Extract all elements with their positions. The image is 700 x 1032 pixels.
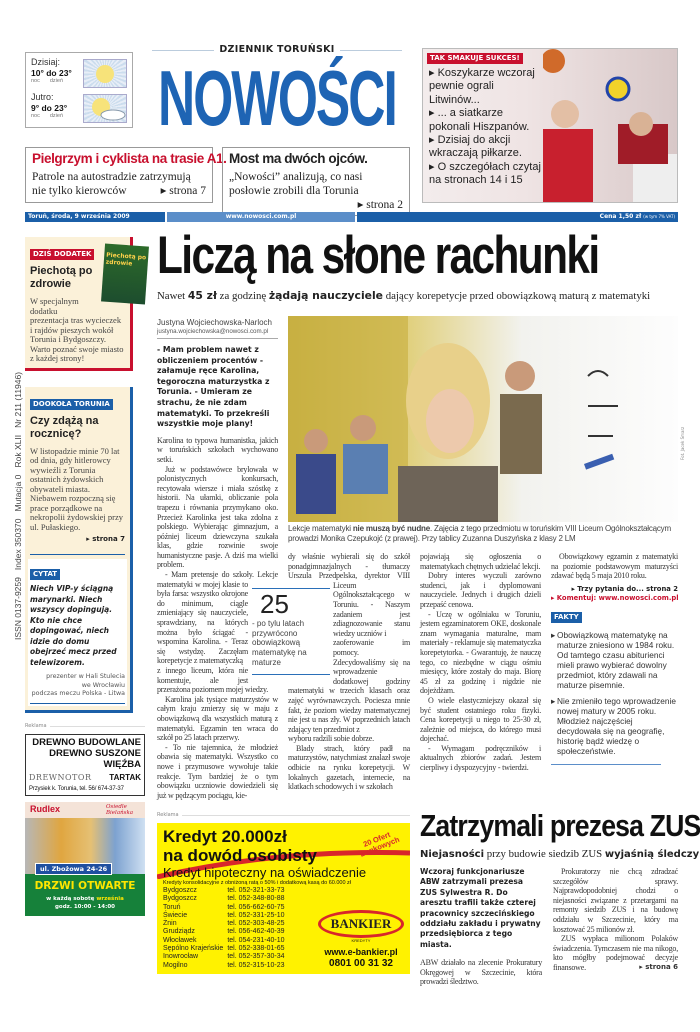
weather-box xyxy=(25,52,133,128)
teaser-pilgrim[interactable]: Pielgrzym i cyklista na trasie A1. Patrole na autostradzie zatrzymują nie tylko kierowców ▸ strona 7 xyxy=(25,147,213,203)
branch-row: Sępólno Krajeńskie tel. 052-338-01-65 xyxy=(163,945,285,953)
around-box[interactable]: DOOKOŁA TORUNIA Czy zdążą na rocznicę? W listopadzie minie 70 lat od dnia, gdy hitlerowcy wywieźli z Torunia ostatnich żydowskich obywateli miasta. Niebawem rozpoczną się prace porządkowe na nekropolii żydowskiej przy ul. Pułaskiego. ▸ strona 7 CYTAT Niech VIP-y ściągną marynarki. Niech wszyscy dopingują. Kto nie chce dopingować, niech idzie do domu obejrzeć mecz przed telewizorem. prezenter w Hali Stulecia we Wrocławiu podczas meczu Polska - Litwa xyxy=(25,387,133,713)
branch-row: Włocławek tel. 054-231-40-10 xyxy=(163,936,285,944)
facts-list: ▸ Obowiązkową matematykę na maturze zniesiono w 1984 roku. Od tamtego czasu abiturienci mieli prawo wybierać dowolny przedmiot, który zdawali na maturze pisemnie. ▸ Nie zmieniło tego wprowadzenie nowej matury w 2005 roku. Młodzież najczęściej decydowała się na geografię, historię bądź wiedzę o społeczeństwie. xyxy=(551,630,678,756)
ad-tartak[interactable]: DREWNO BUDOWLANE DREWNO SUSZONE WIĘŹBA DREWNOTOR TARTAK Przysiek k. Torunia, tel. 56/ 674-37-37 xyxy=(25,734,145,796)
issn-info: ISSN 0137-9259 Index 350370 Mutacja 0 Rok XLII Nr 211 (11946) xyxy=(13,371,23,640)
sport-teaser[interactable]: TAK SMAKUJE SUKCES! ▸ Koszykarze wczoraj pewnie ograli Litwinów... ▸ ... a siatkarze pokonali Hiszpanów. ▸ Dzisiaj do akcji wkraczają piłkarze. ▸ O szczegółach czytaj na stronach 14 i 15 xyxy=(422,48,678,203)
zus-headline[interactable]: Zatrzymali prezesa ZUS xyxy=(420,808,700,843)
branch-row: Inowrocław tel. 052-357-30-34 xyxy=(163,953,285,961)
main-photo xyxy=(288,316,678,522)
weather-today: Dzisiaj: 10° do 23° noc dzień xyxy=(31,57,127,88)
article-col4: Obowiązkowy egzamin z matematyki na poziomie podstawowym maturzyści zdawać będą 5 maja 2010 roku. ▸ Trzy pytania do... strona 2 ▸ Komentuj: www.nowosci.com.pl FAKTY ▸ Obowiązkową matematykę na maturze zniesiono w 1984 roku. Od tamtego czasu abiturienci mieli prawo wybierać dowolny przedmiot, który zdawali na maturze pisemnie. ▸ Nie zmieniło tego wprowadzenie nowej matury w 2005 roku. Młodzież najczęściej decydowała się na geografię, historię bądź wiedzę o społeczeństwie. xyxy=(551,552,678,765)
article-col3: pojawiają się ogłoszenia o matematykach chętnych udzielać lekcji. Dobry interes wyczuli zarówno studenci, jak i dyplomowani nauczyciele. Jednych i drugich dzieli przepaść cenowa. - Uczę w ogólniaku w Toruniu, jestem egzaminatorem OKE, doskonale znam wymagania maturalne, mam materiały - reklamuje się matematyczka korepetytorka. - Gwarantuję, że nauczę tego, co niezbędne w ciągu ośmiu miesięcy, które zostały do maja. Biorę 45 zł za godzinę i nigdzie nie dojeżdżam. O wiele elastyczniejszy okazał się być student ostatniego roku fizyki. Cena korepetycji u niego to 25-30 zł, zależnie od miejsca, do którego musi dojechać. - Wymagam podręczników i aktualnych zbiorów zadań. Jestem cierpliwy i dyspozycyjny - twierdzi. xyxy=(420,552,541,773)
quote-text: Niech VIP-y ściągną marynarki. Niech wszyscy dopingują. Kto nie chce dopingować, niech idzie do domu obejrzeć mecz przed telewizorem. xyxy=(30,584,117,667)
price-bar: Cena 1,50 zł (w tym 7% VAT) xyxy=(357,212,678,222)
weather-tomorrow: Jutro: 9° do 23° noc dzień xyxy=(31,92,127,123)
drewnotor-logo: DREWNOTOR xyxy=(29,772,92,782)
branch-row: Grudziądz tel. 056-462-40-39 xyxy=(163,928,285,936)
url-bar[interactable]: www.nowosci.com.pl xyxy=(167,212,355,222)
quote-source: prezenter w Hali Stulecia we Wrocławiu podczas meczu Polska - Litwa xyxy=(31,673,125,697)
article-col2: dy właśnie wybierali się do szkół ponadgimnazjalnych - tłumaczy Urszula Przedpelska, dyrektor VIII Liceum Ogólnokształcącego w Toruniu. - Naszym zadaniem jest zdiagnozowanie stanu wiedzy uczniów i zaoferowanie im pomocy. Zdecydowaliśmy się na wprowadzenie dodatkowej godziny matematyki w trzecich klasach oraz zajęć wyrównawczych. Pociesza mnie fakt, że poziom wiedzy matematycznej nie jest u nas zły. W poprzednich latach zdający ten przedmiot z wyboru radzili sobie dobrze. Blady strach, który padł na maturzystów, natychmiast znalazł swoje odbicie na rynku korepetycji. W lokalnych gazetach, internecie, na klatkach schodowych i w szkołach xyxy=(288,552,410,792)
pull-quote: 25 - po tylu latach przywrócono obowiązkową matematykę na maturze xyxy=(252,588,330,675)
supplement-box[interactable]: DZIŚ DODATEK Piechotą po zdrowie Piechotą po zdrowie W specjalnym dodatku prezentacja tras wycieczek i rajdów pieszych wokół Torunia i Bydgoszczy. Warto poznać swoje miasto z każdej strony! xyxy=(25,237,133,371)
branch-row: Toruń tel. 056-662-60-75 xyxy=(163,903,285,911)
date-bar: Toruń, środa, 9 września 2009 xyxy=(25,212,165,222)
ad-bankier[interactable]: Kredyt 20.000zł na dowód osobisty 20 Ofert Bankowych Kredyt hipoteczny na oświadczenie Kredyty konsolidacyjne z obniżoną ratą o 50% i dodatkową kasą do 60.000 zł Bydgoszcz tel. 052-321-33-73 Bydgoszcz tel. 052-348-80-88 Toruń tel. 056-662-60-75 Świecie tel. 052-331-25-10 Żnin tel. 052-303-48-25 Grudziądz tel. 056-462-40-39 Włocławek tel. 054-231-40-10 Sępólno Krajeńskie tel. 052-338-01-65 Inowrocław tel. 052-357-30-34 Mogilno tel. 052-315-10-23 BANKIER KREDYTY www.e-bankier.pl 0801 00 31 32 xyxy=(157,823,410,974)
logo[interactable]: NOWOŚCI xyxy=(158,54,396,142)
zus-article xyxy=(420,808,700,987)
zus-subheadline: Niejasności przy budowie siedzib ZUS wyjaśnią śledczy xyxy=(420,848,700,860)
bankier-logo: BANKIER xyxy=(318,910,404,938)
sport-list: ▸ Koszykarze wczoraj pewnie ograli Litwinów... ▸ ... a siatkarze pokonali Hiszpanów. ▸ Dzisiaj do akcji wkraczają piłkarze. ▸ O szczegółach czytaj na stronach 14 i 15 xyxy=(429,67,541,187)
branch-list xyxy=(163,887,289,970)
zus-col1: Wczoraj funkcjonariusze ABW zatrzymali prezesa ZUS Sylwestra R. Do aresztu trafili także czterej pracownicy szczecińskiego oddziału zakładu i prywatny przedsiębiorca z tego miasta. ABW działało na zlecenie Prokuratury Okręgowej w Szczecinie, która prowadzi śledztwo. xyxy=(420,867,542,987)
main-subheadline: Nawet 45 zł za godzinę żądają nauczyciele dający korepetycje przed obowiązkową maturą z matematyki xyxy=(157,289,651,302)
article-lead: - Mam problem nawet z obliczeniem procentów - załamuje ręce Karolina, tegoroczna maturzystka z Torunia. - Umieram ze strachu, że nie zdam matematyki. To przekreśli wszystkie moje plany! xyxy=(157,345,270,429)
zus-col2: Prokuratorzy nie chcą zdradzać szczegółów sprawy. Najprawdopodobniej chodzi o niejasności związane z przetargami na remonty siedzib ZUS i na budowę oddziału w Szczecinie, który ma kosztować 25 milionów zł. ZUS wypłaca milionom Polaków świadczenia. Tymczasem nie ma nikogo, kto mógłby podejmować decyzje finansowe. ▸ strona 6 xyxy=(553,867,678,972)
sun-cloud-icon xyxy=(83,94,127,123)
author-email[interactable]: justyna.wojciechowska@nowosci.com.pl xyxy=(157,328,278,339)
branch-row: Żnin tel. 052-303-48-25 xyxy=(163,920,285,928)
main-headline[interactable]: Liczą na słone rachunki xyxy=(157,226,599,285)
branch-row: Bydgoszcz tel. 052-321-33-73 xyxy=(163,887,285,894)
bottom-center: Reklama Kredyt 20.000zł na dowód osobisty 20 Ofert Bankowych Kredyt hipoteczny na oświadczenie Kredyty konsolidacyjne z obniżoną ratą o 50% i dodatkową kasą do 60.000 zł Bydgoszcz tel. 052-321-33-73 Bydgoszcz tel. 052-348-80-88 Toruń tel. 056-662-60-75 Świecie tel. 052-331-25-10 Żnin tel. 052-303-48-25 Grudziądz tel. 056-462-40-39 Włocławek tel. 054-231-40-10 Sępólno Krajeńskie tel. 052-338-01-65 Inowrocław tel. 052-357-30-34 Mogilno tel. 052-315-10-23 BANKIER KREDYTY www.e-bankier.pl 0801 00 31 32 xyxy=(157,812,410,974)
offers-badge: 20 Ofert Bankowych xyxy=(358,829,401,859)
branch-row: Świecie tel. 052-331-25-10 xyxy=(163,911,285,919)
masthead: DZIENNIK TORUŃSKI xyxy=(152,44,402,56)
zus-page-link[interactable]: ▸ strona 6 xyxy=(639,962,678,971)
byline: Justyna Wojciechowska-Narloch justyna.wojciechowska@nowosci.com.pl xyxy=(157,318,278,339)
photo-credit: Fot. Jacek Smarz xyxy=(680,426,685,460)
branch-row: Bydgoszcz tel. 052-348-80-88 xyxy=(163,895,285,903)
branch-row: Mogilno tel. 052-315-10-23 xyxy=(163,961,285,969)
supplement-cover: Piechotą po zdrowie xyxy=(101,244,149,305)
sport-photo xyxy=(543,49,678,203)
sun-icon xyxy=(83,59,127,88)
ad-rudlex[interactable]: Rudlex Osiedle Bielańska ul. Zbożowa 24-26 DRZWI OTWARTE w każdą sobotę września godz. 10:00 - 14:00 xyxy=(25,802,145,916)
article-col1: Justyna Wojciechowska-Narloch justyna.wojciechowska@nowosci.com.pl - Mam problem nawet z obliczeniem procentów - załamuje ręce Karolina, tegoroczna maturzystka z Torunia. - Umieram ze strachu, że nie zdam matematyki. To przekreśli wszystkie moje plany! Karolina to typowa humanistka, jakich w toruńskich szkołach wychowano setki. Już w podstawówce brylowała w polonistycznych konkursach, recytowała wiersze i miała szóstkę z historii. Na ułamki, obliczanie pola trapezu i równania przymykano oko. Przecież Karolinka jest taka zdolna z polskiego. Wybierając gimnazjum, a później liceum dziewczyna szukała klas, gdzie rozwinie swoje humanistyczne pasje. A dziś ma wielki problem. - Mam pretensje do szkoły. Lekcje matematyki w mojej klasie to była farsa: wszystko okrojone do minimum, ciągle zmieniający się nauczyciele, sprawdziany, na których można było ściągać - wspomina Karolina. - Teraz się wstydzę. Zaczęłam korepetycje z matematyczką z innego liceum, która nie komentuje, ale jest przerażona poziomem mojej wiedzy. Karolina jak tysiące maturzystów w całym kraju zmierzy się w maju z obowiązkową dla wszystkich maturą z matematyki. Egzamin ten wraca do szkół po 25 latach przerwy. - To nie tajemnica, że młodzież obawia się matematyki. Wszystko co nowe i przymusowe wywołuje takie reakcje. Tym bardziej że o tym obowiązku uczniowie dowiedzieli się już w pędzącym pociągu, kie- xyxy=(157,318,278,800)
left-sidebar: DZIŚ DODATEK Piechotą po zdrowie Piechotą po zdrowie W specjalnym dodatku prezentacja tras wycieczek i rajdów pieszych wokół Torunia i Bydgoszczy. Warto poznać swoje miasto z każdej strony! DOOKOŁA TORUNIA Czy zdążą na rocznicę? W listopadzie minie 70 lat od dnia, gdy hitlerowcy wywieźli z Torunia ostatnich żydowskich obywateli miasta. Niebawem rozpoczną się prace porządkowe na nekropolii żydowskiej przy ul. Pułaskiego. ▸ strona 7 CYTAT Niech VIP-y ściągną marynarki. Niech wszyscy dopingują. Kto nie chce dopingować, niech idzie do domu obejrzeć mecz przed telewizorem. prezenter w Hali Stulecia we Wrocławiu podczas meczu Polska - Litwa Reklama DREWNO BUDOWLANE DREWNO SUSZONE WIĘŹBA DREWNOTOR TARTAK Przysiek k. Torunia, tel. 56/ 674-37-37 Rudlex Osiedle Bielańska ul. Zbożowa 24-26 DRZWI OTWARTE w każdą sobotę września godz. 10:00 - 14:00 xyxy=(25,237,145,916)
photo-caption: Lekcje matematyki nie muszą być nudne. Zajęcia z tego przedmiotu w toruńskim VIII Liceum Ogólnokształcącym prowadzi Monika Czepukojć (z prawej). Przy tablicy Zuzanna Duszyńska z klasy 2 LM xyxy=(288,524,671,543)
link-three-questions[interactable]: ▸ Trzy pytania do... strona 2 xyxy=(571,584,678,593)
teaser-bridge[interactable]: Most ma dwóch ojców. „Nowości” analizują, co nasi posłowie zrobili dla Torunia ▸ strona 2 xyxy=(222,147,410,216)
link-comment[interactable]: ▸ Komentuj: www.nowosci.com.pl xyxy=(551,593,679,602)
